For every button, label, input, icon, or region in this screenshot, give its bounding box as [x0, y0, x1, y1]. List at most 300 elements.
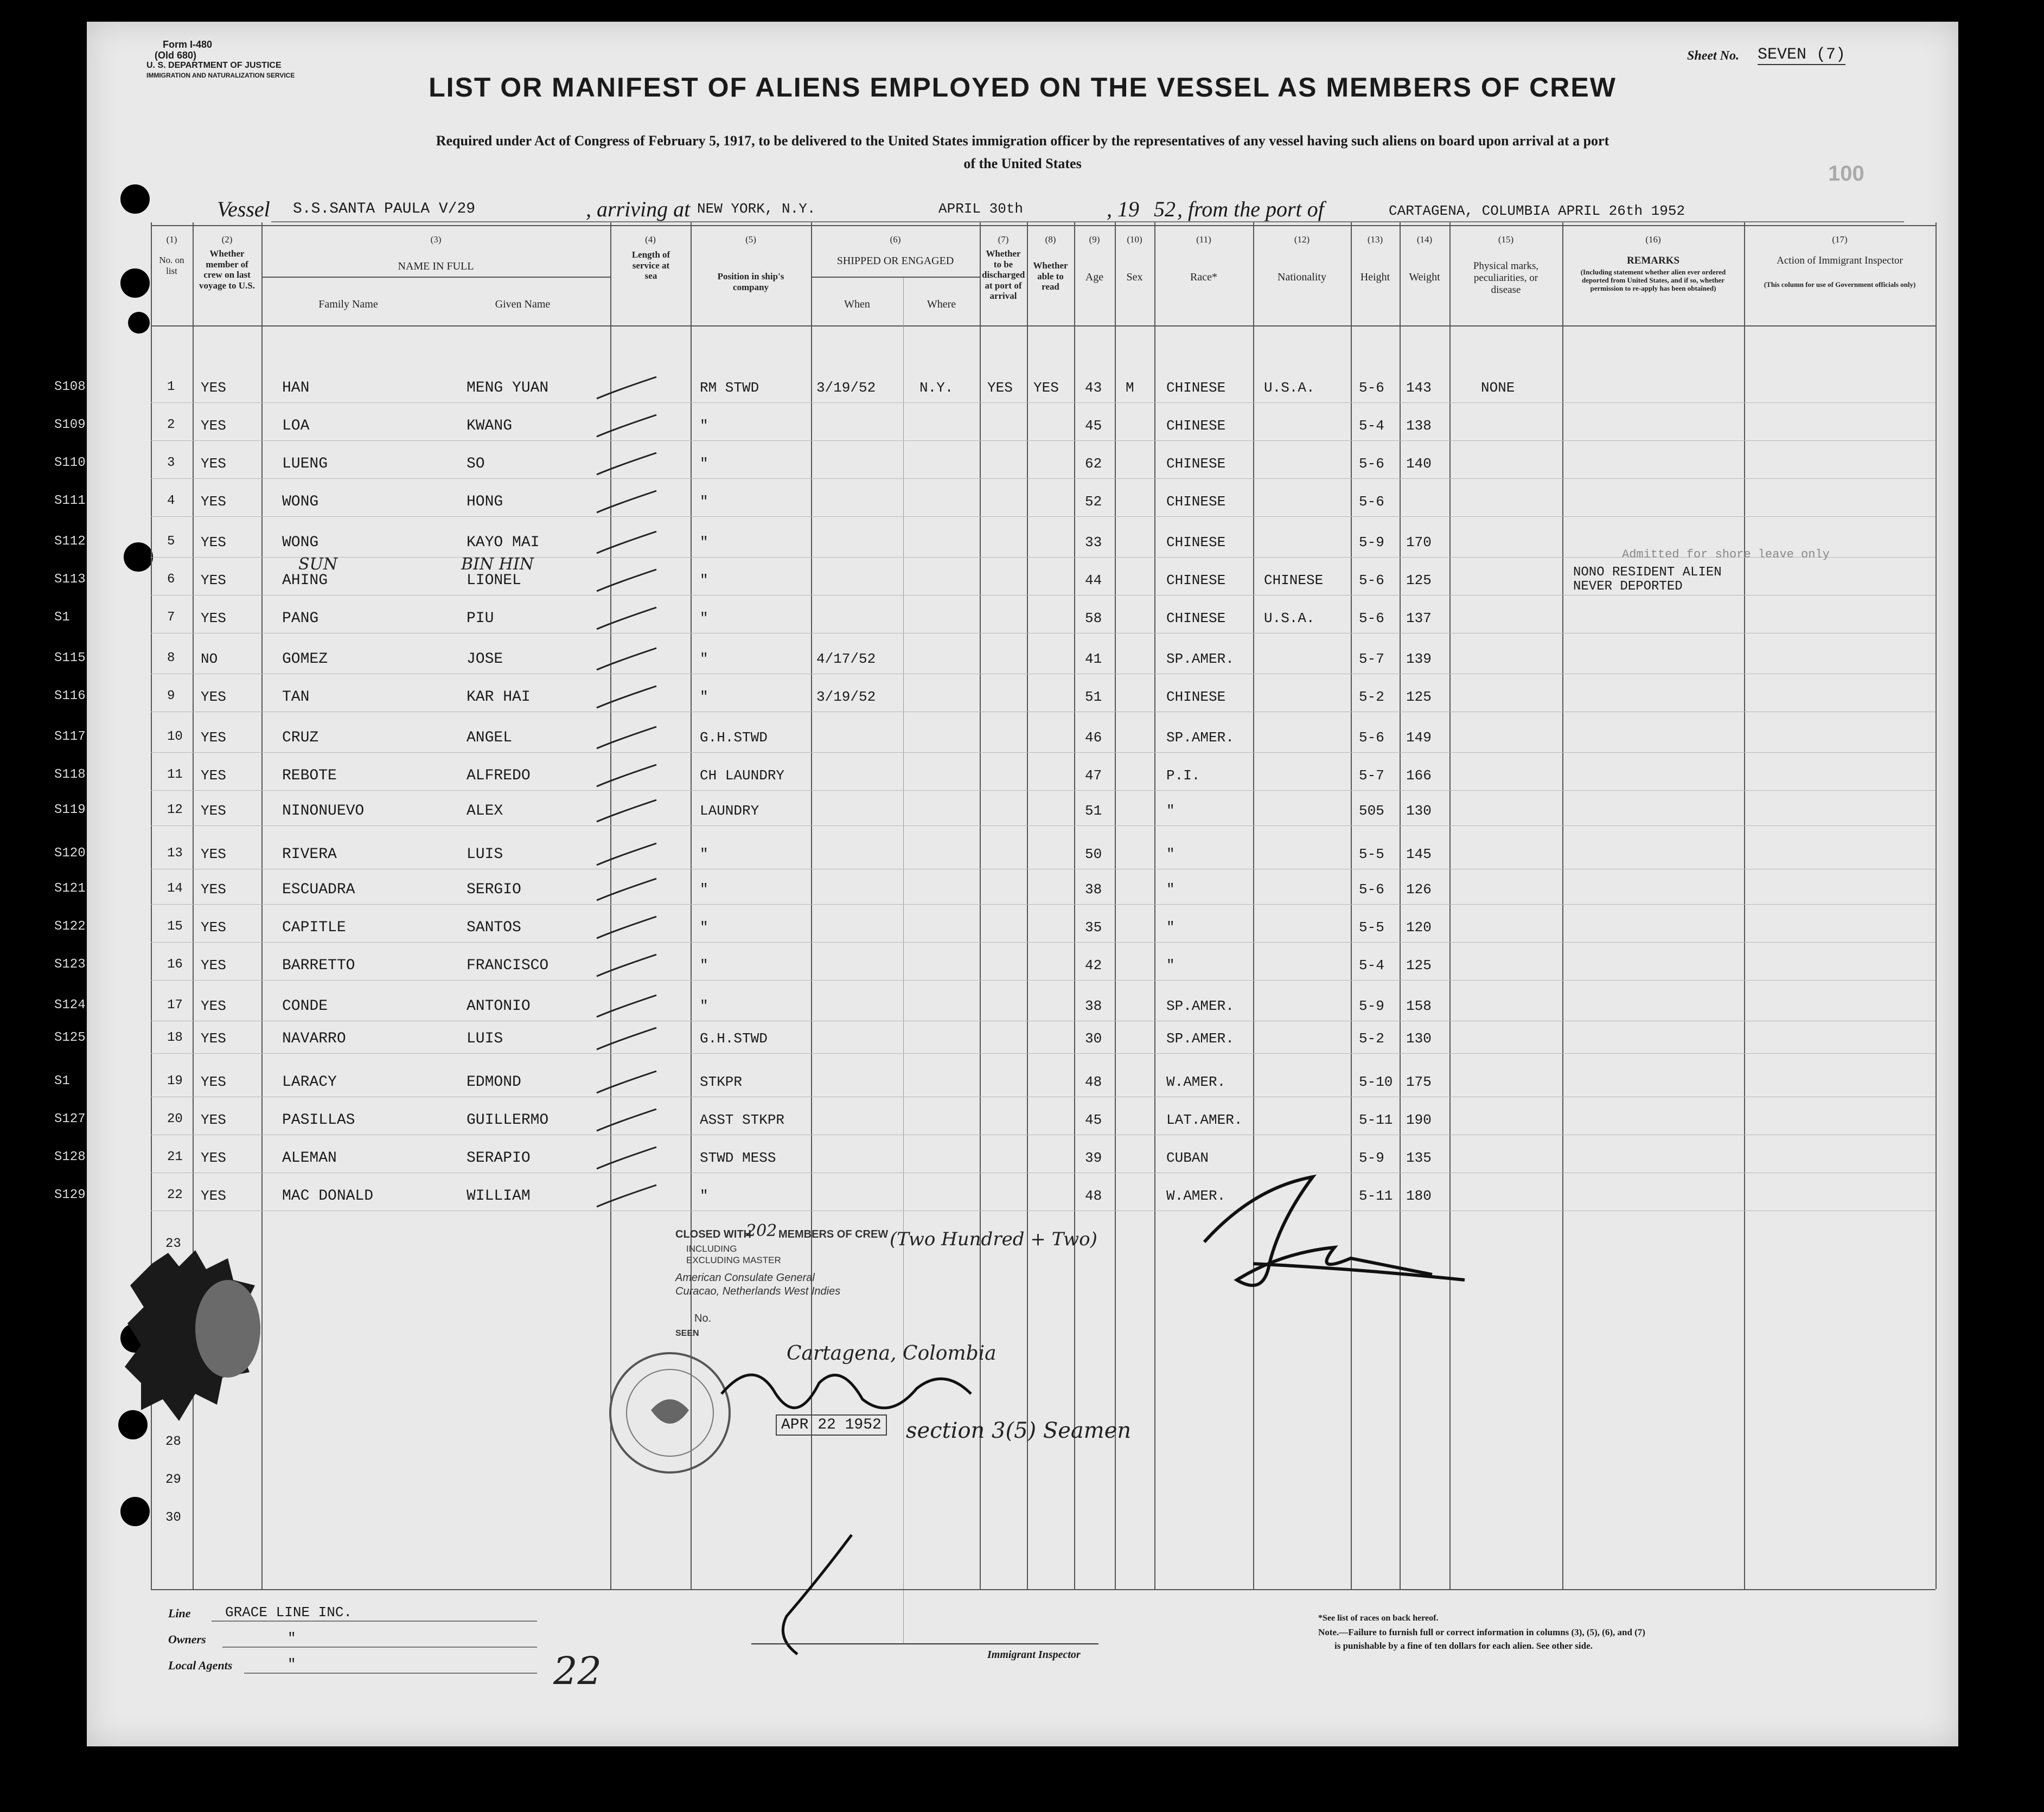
crew-list-id: S127: [54, 1112, 86, 1126]
crew-list-id: S112: [54, 534, 86, 549]
col-nationality-label: Nationality: [1278, 271, 1326, 283]
race: CHINESE: [1166, 380, 1226, 396]
weight: 130: [1406, 1030, 1432, 1047]
col-divider: [1744, 222, 1745, 1589]
given-name: WILLIAM: [467, 1188, 531, 1205]
row-divider: [151, 1053, 1936, 1054]
row-number: 10: [167, 729, 183, 744]
row-number: 3: [167, 456, 175, 470]
arriving-label: , arriving at: [586, 197, 691, 221]
previous-voyage: YES: [201, 881, 226, 898]
weight: 126: [1406, 881, 1432, 898]
race: CUBAN: [1166, 1150, 1209, 1166]
shipped-when: 4/17/52: [816, 651, 876, 667]
given-name: LUIS: [467, 846, 503, 863]
agents-underline: [244, 1673, 537, 1674]
race: CHINESE: [1166, 494, 1226, 510]
service-check-mark: [594, 762, 659, 789]
col-action-label: Action of Immigrant Inspector: [1777, 255, 1903, 266]
empty-row-number: 30: [165, 1510, 181, 1525]
service-check-mark: [594, 450, 659, 477]
col-divider: [1562, 222, 1563, 1589]
col-prev-num: (2): [221, 234, 233, 245]
given-name: SERAPIO: [467, 1150, 531, 1167]
race: ": [1166, 881, 1175, 898]
col-remarks-num: (16): [1645, 234, 1661, 245]
col-name-num: (3): [430, 234, 442, 245]
previous-voyage: YES: [201, 689, 226, 705]
previous-voyage: YES: [201, 767, 226, 784]
col-age-label: Age: [1085, 271, 1104, 283]
position: ": [700, 957, 708, 974]
age: 38: [1085, 881, 1102, 898]
col-position-label: Position in ship's company: [717, 271, 784, 292]
position: STKPR: [700, 1074, 743, 1090]
table-bottom: [151, 1589, 1936, 1590]
vessel-name: S.S.SANTA PAULA V/29: [293, 201, 476, 217]
crew-list-id: S122: [54, 919, 86, 934]
punch-hole: [128, 312, 150, 334]
age: 50: [1085, 846, 1102, 862]
crew-list-id: S117: [54, 729, 86, 744]
crew-list-id: S108: [54, 380, 86, 394]
age: 58: [1085, 610, 1102, 626]
row-number: 21: [167, 1150, 183, 1164]
row-divider: [151, 790, 1936, 791]
col-height-num: (13): [1367, 234, 1383, 245]
given-name: PIU: [467, 610, 494, 627]
col-weight-label: Weight: [1409, 271, 1440, 283]
voyage-underline: [271, 221, 1904, 222]
service-check-mark: [594, 645, 659, 673]
height: 5-11: [1359, 1188, 1393, 1204]
col-service-label: Length of service at sea: [631, 249, 670, 281]
master-signature: [1172, 1155, 1475, 1307]
position: CH LAUNDRY: [700, 767, 785, 784]
crew-list-id: S118: [54, 767, 86, 782]
nationality: U.S.A.: [1264, 380, 1315, 396]
race: CHINESE: [1166, 689, 1226, 705]
service-check-mark: [594, 1025, 659, 1052]
weight: 145: [1406, 846, 1432, 862]
weight: 158: [1406, 998, 1432, 1014]
owners-underline: [222, 1647, 537, 1648]
row-number: 19: [167, 1074, 183, 1089]
weight: 130: [1406, 803, 1432, 819]
given-name: HONG: [467, 494, 503, 510]
punch-hole: [120, 184, 150, 214]
position: ": [700, 456, 708, 472]
position: G.H.STWD: [700, 729, 768, 746]
handwritten-place: Cartagena, Colombia: [787, 1342, 997, 1365]
row-divider: [151, 402, 1936, 403]
age: 46: [1085, 729, 1102, 746]
age: 35: [1085, 919, 1102, 936]
row-number: 8: [167, 651, 175, 665]
previous-voyage: YES: [201, 456, 226, 472]
crew-list-id: S124: [54, 998, 86, 1013]
crew-list-id: S116: [54, 689, 86, 703]
row-divider: [151, 595, 1936, 596]
able-to-read: YES: [1033, 380, 1059, 396]
row-divider: [151, 752, 1936, 753]
height: 5-2: [1359, 689, 1384, 705]
service-check-mark: [594, 567, 659, 594]
weight: 135: [1406, 1150, 1432, 1166]
family-name: TAN: [282, 689, 310, 706]
inspector-line: [751, 1643, 1098, 1644]
empty-row-number: 28: [165, 1435, 181, 1449]
race: SP.AMER.: [1166, 1030, 1234, 1047]
col-divider: [1351, 222, 1352, 1589]
section-note: section 3(5) Seamen: [906, 1418, 1132, 1443]
col-race-num: (11): [1196, 234, 1211, 245]
col-divider: [1154, 222, 1155, 1589]
table-top: [151, 225, 1936, 226]
race: LAT.AMER.: [1166, 1112, 1243, 1128]
crew-list-id: S125: [54, 1030, 86, 1045]
col-shipped-label: SHIPPED OR ENGAGED: [836, 255, 954, 267]
weight: 139: [1406, 651, 1432, 667]
previous-voyage: YES: [201, 572, 226, 588]
header-bottom: [151, 325, 1936, 326]
age: 30: [1085, 1030, 1102, 1047]
remarks-shore-leave: Admitted for shore leave only: [1622, 548, 1830, 561]
given-name: KWANG: [467, 418, 513, 434]
stamp-date: APR 22 1952: [776, 1414, 887, 1436]
weight: 143: [1406, 380, 1432, 396]
punch-hole: [124, 542, 153, 572]
sex: M: [1126, 380, 1134, 396]
weight: 175: [1406, 1074, 1432, 1090]
given-name: LIONEL: [467, 572, 521, 589]
given-name: KAR HAI: [467, 689, 531, 706]
service: IMMIGRATION AND NATURALIZATION SERVICE: [146, 72, 295, 79]
row-divider: [151, 980, 1936, 981]
given-name: KAYO MAI: [467, 534, 540, 551]
row-number: 5: [167, 534, 175, 549]
row-divider: [151, 825, 1936, 826]
given-name: SERGIO: [467, 881, 521, 898]
height: 5-6: [1359, 729, 1384, 746]
punch-hole: [120, 1497, 150, 1526]
previous-voyage: YES: [201, 610, 226, 626]
position: ": [700, 572, 708, 588]
weight: 120: [1406, 919, 1432, 936]
crew-list-id: S111: [54, 494, 86, 508]
race: SP.AMER.: [1166, 998, 1234, 1014]
agents-label: Local Agents: [168, 1659, 233, 1672]
col-marks-label: Physical marks, peculiarities, or disease: [1473, 260, 1539, 296]
handwritten-crew-count: (Two Hundred + Two): [890, 1228, 1097, 1250]
col-family-name: Family Name: [318, 298, 378, 310]
weight: 125: [1406, 689, 1432, 705]
crew-list-id: S110: [54, 456, 86, 470]
arrival-year: 52: [1154, 197, 1176, 221]
height: 505: [1359, 803, 1384, 819]
weight: 137: [1406, 610, 1432, 626]
service-check-mark: [594, 952, 659, 979]
family-name: RIVERA: [282, 846, 337, 863]
including-label: INCLUDING: [686, 1244, 737, 1254]
owners-value: ": [288, 1630, 296, 1647]
given-name: MENG YUAN: [467, 380, 549, 396]
row-divider: [151, 478, 1936, 479]
col-discharged-num: (7): [998, 234, 1009, 245]
position: ": [700, 846, 708, 862]
previous-voyage: YES: [201, 998, 226, 1014]
col-prev-label: Whether member of crew on last voyage to U.S.: [199, 248, 255, 291]
given-name: ANGEL: [467, 729, 513, 746]
row-number: 18: [167, 1030, 183, 1045]
manifest-subtitle-2: of the United States: [963, 156, 1082, 171]
previous-voyage: YES: [201, 729, 226, 746]
col-weight-num: (14): [1416, 234, 1433, 245]
col-remarks-label: REMARKS: [1626, 255, 1680, 266]
height: 5-6: [1359, 610, 1384, 626]
shipped-subheader: [811, 277, 980, 278]
handwritten-family-name: SUN: [298, 555, 338, 574]
position: LAUNDRY: [700, 803, 759, 819]
col-when: When: [844, 298, 870, 310]
age: 41: [1085, 651, 1102, 667]
col-divider: [1400, 222, 1401, 1589]
previous-voyage: YES: [201, 846, 226, 862]
agents-value: ": [288, 1656, 296, 1673]
col-no-label: No. on list: [159, 255, 184, 276]
col-remarks-sub: (Including statement whether alien ever ordered deported from United States, and if so, whether permission to re-apply has been obtained): [1580, 268, 1726, 292]
vessel-label: Vessel: [217, 197, 270, 221]
sheet-number: SEVEN (7): [1758, 46, 1846, 64]
col-name-label: NAME IN FULL: [398, 260, 474, 272]
col-given-name: Given Name: [495, 298, 551, 310]
line-label: Line: [168, 1606, 191, 1620]
row-number: 11: [167, 767, 183, 782]
position: ": [700, 651, 708, 667]
consulate-label: American Consulate General: [675, 1272, 815, 1284]
position: ": [700, 610, 708, 626]
height: 5-10: [1359, 1074, 1393, 1090]
weight: 190: [1406, 1112, 1432, 1128]
race: W.AMER.: [1166, 1074, 1226, 1090]
age: 39: [1085, 1150, 1102, 1166]
height: 5-4: [1359, 418, 1384, 434]
col-sex-num: (10): [1127, 234, 1142, 245]
age: 38: [1085, 998, 1102, 1014]
arrival-port: NEW YORK, N.Y.: [697, 201, 816, 217]
service-check-mark: [594, 1068, 659, 1096]
row-number: 7: [167, 610, 175, 625]
crew-list-id: S113: [54, 572, 86, 587]
col-position-num: (5): [745, 234, 756, 245]
race: CHINESE: [1166, 534, 1226, 550]
inspector-label: Immigrant Inspector: [987, 1649, 1081, 1661]
position: ": [700, 919, 708, 936]
nationality: U.S.A.: [1264, 610, 1315, 626]
seen-label: SEEN: [675, 1329, 699, 1338]
handwritten-number: 22: [553, 1649, 602, 1693]
crew-list-id: S120: [54, 846, 86, 861]
position: ASST STKPR: [700, 1112, 785, 1128]
family-name: HAN: [282, 380, 310, 396]
discharged: YES: [987, 380, 1013, 396]
year-label: , 19: [1107, 197, 1139, 221]
height: 5-11: [1359, 1112, 1393, 1128]
service-check-mark: [594, 529, 659, 556]
row-number: 14: [167, 881, 183, 896]
weight: 166: [1406, 767, 1432, 784]
previous-voyage: YES: [201, 494, 226, 510]
previous-voyage: YES: [201, 1074, 226, 1090]
punch-hole: [120, 268, 150, 298]
family-name: ALEMAN: [282, 1150, 337, 1167]
weight: 125: [1406, 957, 1432, 974]
row-number: 13: [167, 846, 183, 861]
previous-voyage: NO: [201, 651, 218, 667]
height: 5-6: [1359, 456, 1384, 472]
service-check-mark: [594, 1106, 659, 1134]
empty-row-number: 29: [165, 1472, 181, 1487]
col-action-sub: (This column for use of Government officials only): [1764, 280, 1916, 289]
row-number: 9: [167, 689, 175, 703]
previous-voyage: YES: [201, 803, 226, 819]
age: 44: [1085, 572, 1102, 588]
weight: 138: [1406, 418, 1432, 434]
race: CHINESE: [1166, 418, 1226, 434]
weight: 149: [1406, 729, 1432, 746]
races-note: *See list of races on back hereof.: [1318, 1613, 1439, 1623]
weight: 180: [1406, 1188, 1432, 1204]
shipped-where: N.Y.: [919, 380, 954, 396]
age: 51: [1085, 803, 1102, 819]
race: W.AMER.: [1166, 1188, 1226, 1204]
family-name: REBOTE: [282, 767, 337, 784]
family-name: CRUZ: [282, 729, 319, 746]
height: 5-5: [1359, 846, 1384, 862]
crew-list-id: S123: [54, 957, 86, 972]
service-check-mark: [594, 412, 659, 439]
height: 5-2: [1359, 1030, 1384, 1047]
row-divider: [151, 904, 1936, 905]
col-divider: [1449, 222, 1451, 1589]
race: ": [1166, 846, 1175, 862]
row-number: 20: [167, 1112, 183, 1126]
age: 62: [1085, 456, 1102, 472]
family-name: AHING: [282, 572, 328, 589]
crew-list-id: S1: [54, 1074, 70, 1089]
wax-seal: [119, 1242, 282, 1437]
closed-count: 202: [746, 1221, 777, 1240]
family-name: PANG: [282, 610, 319, 627]
given-name: LUIS: [467, 1030, 503, 1047]
race: CHINESE: [1166, 456, 1226, 472]
sheet-label: Sheet No.: [1687, 49, 1739, 63]
row-number: 22: [167, 1188, 183, 1202]
family-name: MAC DONALD: [282, 1188, 374, 1205]
previous-voyage: YES: [201, 380, 226, 396]
race: CHINESE: [1166, 610, 1226, 626]
col-read-label: Whether able to read: [1033, 260, 1068, 292]
remarks-deported: NEVER DEPORTED: [1573, 579, 1683, 594]
row-number: 16: [167, 957, 183, 972]
race: CHINESE: [1166, 572, 1226, 588]
position: ": [700, 998, 708, 1014]
given-name: ALFREDO: [467, 767, 531, 784]
name-subheader: [261, 277, 610, 278]
service-check-mark: [594, 1182, 659, 1209]
previous-voyage: YES: [201, 1150, 226, 1166]
col-marks-num: (15): [1498, 234, 1514, 245]
age: 47: [1085, 767, 1102, 784]
row-number: 17: [167, 998, 183, 1013]
previous-voyage: YES: [201, 418, 226, 434]
col-read-num: (8): [1045, 234, 1056, 245]
height: 5-7: [1359, 767, 1384, 784]
form-old-number: (Old 680): [155, 50, 197, 61]
nationality: CHINESE: [1264, 572, 1324, 588]
family-name: LOA: [282, 418, 310, 434]
given-name: ALEX: [467, 803, 503, 819]
given-name: EDMOND: [467, 1074, 521, 1091]
col-action-num: (17): [1832, 234, 1848, 245]
arrival-date: APRIL 30th: [938, 201, 1024, 217]
family-name: CAPITLE: [282, 919, 346, 936]
crew-list-id: S115: [54, 651, 86, 665]
age: 48: [1085, 1188, 1102, 1204]
family-name: WONG: [282, 534, 319, 551]
height: 5-9: [1359, 998, 1384, 1014]
age: 51: [1085, 689, 1102, 705]
col-divider: [1074, 222, 1075, 1589]
service-check-mark: [594, 374, 659, 401]
row-number: 12: [167, 803, 183, 817]
service-check-mark: [594, 605, 659, 632]
row-divider: [151, 516, 1936, 517]
penalty-note: Note.—Failure to furnish full or correct information in columns (3), (5), (6), and (7): [1318, 1627, 1645, 1637]
crew-list-id: S128: [54, 1150, 86, 1164]
family-name: NAVARRO: [282, 1030, 346, 1047]
remarks-resident: NONO RESIDENT ALIEN: [1573, 565, 1722, 580]
position: STWD MESS: [700, 1150, 776, 1166]
col-where: Where: [927, 298, 956, 310]
consulate-place: Curacao, Netherlands West Indies: [675, 1285, 841, 1297]
weight: 170: [1406, 534, 1432, 550]
physical-marks: NONE: [1481, 380, 1515, 396]
crew-list-id: S121: [54, 881, 86, 896]
age: 45: [1085, 418, 1102, 434]
age: 48: [1085, 1074, 1102, 1090]
department: U. S. DEPARTMENT OF JUSTICE: [146, 61, 282, 70]
height: 5-5: [1359, 919, 1384, 936]
position: ": [700, 534, 708, 550]
col-sex-label: Sex: [1126, 271, 1143, 283]
family-name: PASILLAS: [282, 1112, 355, 1129]
position: ": [700, 418, 708, 434]
handwritten-given-name: BIN HIN: [461, 555, 534, 574]
crew-list-id: S1: [54, 610, 70, 625]
previous-voyage: YES: [201, 1188, 226, 1204]
previous-voyage: YES: [201, 919, 226, 936]
shipped-when: 3/19/52: [816, 689, 876, 705]
col-divider: [1253, 222, 1254, 1589]
position: ": [700, 689, 708, 705]
height: 5-9: [1359, 534, 1384, 550]
age: 45: [1085, 1112, 1102, 1128]
service-check-mark: [594, 914, 659, 941]
position: RM STWD: [700, 380, 759, 396]
shipped-when: 3/19/52: [816, 380, 876, 396]
col-shipped-num: (6): [890, 234, 901, 245]
